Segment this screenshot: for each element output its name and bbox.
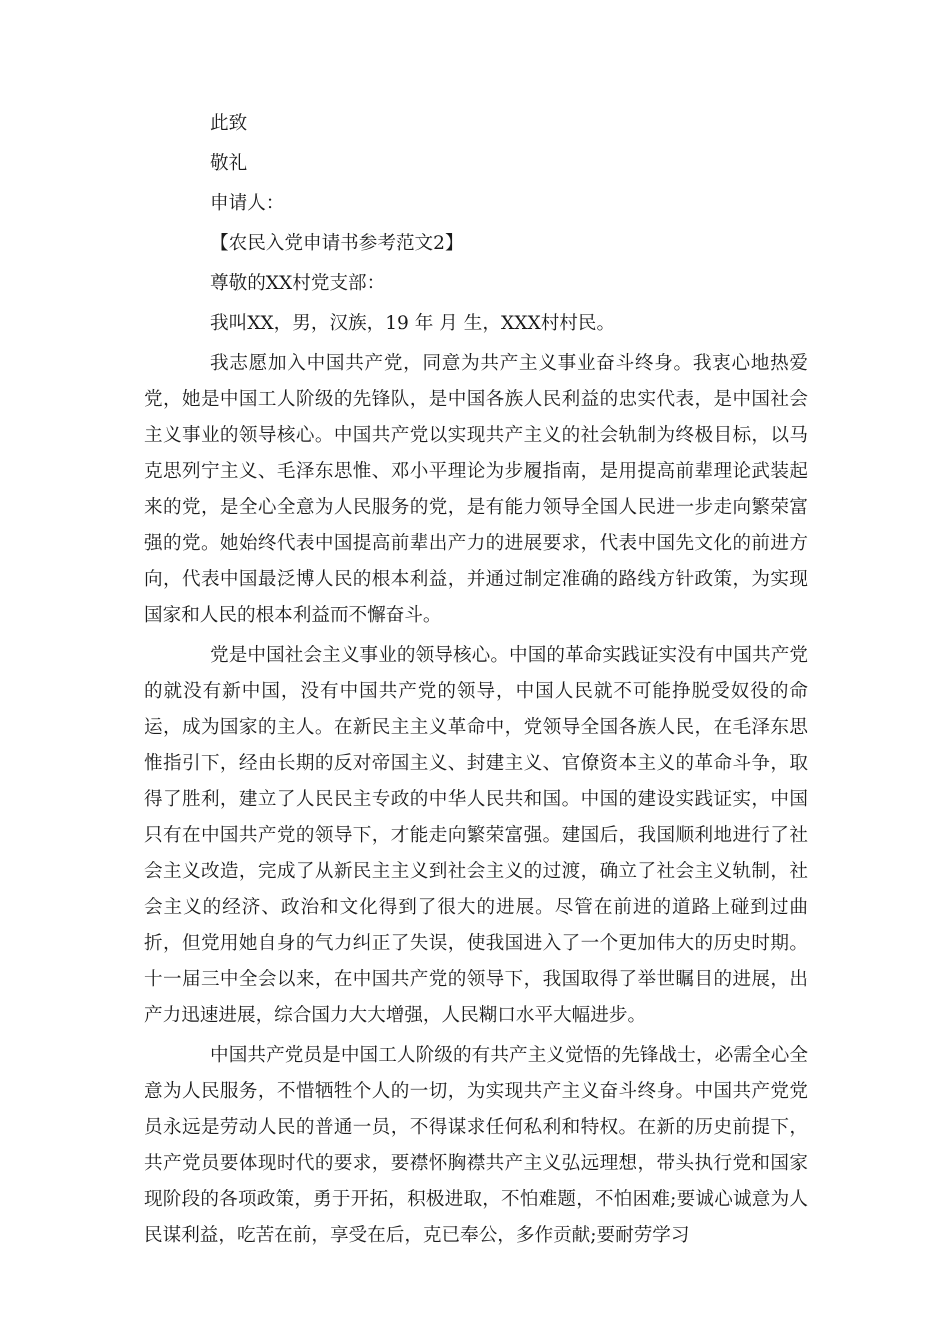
body-paragraph-1: 我志愿加入中国共产党，同意为共产主义事业奋斗终身。我衷心地热爱党，她是中国工人阶级的先锋队，是中国各族人民利益的忠实代表，是中国社会主义事业的领导核心。中国共产党以实现共产主义的社会轨制为终极目标，以马克思列宁主义、毛泽东思惟、邓小平理论为步履指南，是用提高前辈理论武装起来的党，是全心全意为人民服务的党，是有能力领导全国人民进一步走向繁荣富强的党。她始终代表中国提高前辈出产力的进展要求，代表中国先文化的前进方向，代表中国最泛博人民的根本利益，并通过制定准确的路线方针政策，为实现国家和人民的根本利益而不懈奋斗。 <box>144 353 808 626</box>
salutation: 尊敬的XX村党支部： <box>210 273 386 294</box>
body-paragraph-3: 中国共产党员是中国工人阶级的有共产主义觉悟的先锋战士，必需全心全意为人民服务，不惜牺牲个人的一切，为实现共产主义奋斗终身。中国共产党党员永远是劳动人民的普通一员，不得谋求任何私利和特权。在新的历史前提下，共产党员要体现时代的要求，要襟怀胸襟共产主义弘远理想，带头执行党和国家现阶段的各项政策，勇于开拓，积极进取，不怕难题，不怕困难;要诚心诚意为人民谋利益，吃苦在前，享受在后，克已奉公，多作贡献;要耐劳学习 <box>144 1045 808 1246</box>
closing-line-1: 此致 <box>210 113 248 134</box>
letter-body <box>144 106 808 1258</box>
section-heading: 【农民入党申请书参考范文2】 <box>210 233 464 254</box>
closing-line-2: 敬礼 <box>210 153 248 174</box>
intro-line: 我叫XX，男，汉族，19 年 月 生，XXX村村民。 <box>210 313 616 334</box>
body-paragraph-2: 党是中国社会主义事业的领导核心。中国的革命实践证实没有中国共产党的就没有新中国，没有中国共产党的领导，中国人民就不可能挣脱受奴役的命运，成为国家的主人。在新民主主义革命中，党领导全国各族人民，在毛泽东思惟指引下，经由长期的反对帝国主义、封建主义、官僚资本主义的革命斗争，取得了胜利，建立了人民民主专政的中华人民共和国。中国的建设实践证实，中国只有在中国共产党的领导下，才能走向繁荣富强。建国后，我国顺利地进行了社会主义改造，完成了从新民主主义到社会主义的过渡，确立了社会主义轨制，社会主义的经济、政治和文化得到了很大的进展。尽管在前进的道路上碰到过曲折，但党用她自身的气力纠正了失误，使我国进入了一个更加伟大的历史时期。十一届三中全会以来，在中国共产党的领导下，我国取得了举世瞩目的进展，出产力迅速进展，综合国力大大增强，人民糊口水平大幅进步。 <box>144 645 808 1026</box>
applicant-line: 申请人： <box>210 193 285 214</box>
